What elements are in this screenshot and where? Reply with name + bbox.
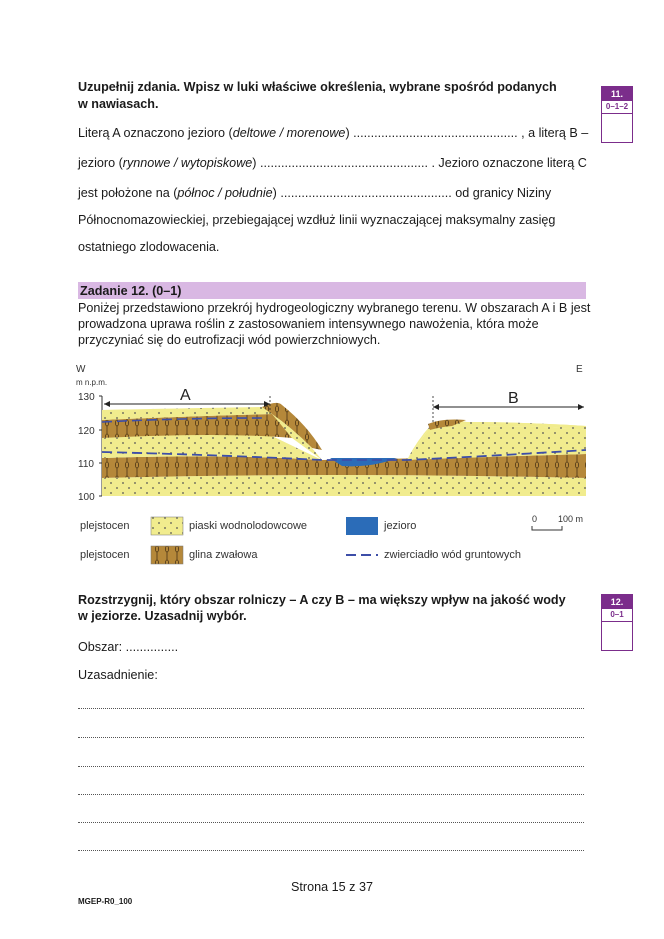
exam-code: MGEP-R0_100 [78, 897, 133, 906]
task11-sentence-line1 [78, 126, 588, 140]
task12-header: Zadanie 12. (0–1) [80, 284, 182, 298]
area-b-label: B [508, 390, 519, 407]
legend-lake-swatch [346, 517, 378, 535]
task12-question-line1: Rozstrzygnij, który obszar rolniczy – A czy B – ma większy wpływ na jakość wody [78, 593, 566, 607]
task11-sentence-line2 [78, 156, 587, 170]
scale-bar [532, 526, 562, 530]
legend-till-label: glina zwałowa [189, 549, 258, 561]
text[interactable]: ) ................................................. od granicy Niziny [272, 186, 552, 200]
legend-till-era: plejstocen [80, 549, 130, 561]
legend-sand-swatch [151, 517, 183, 535]
legend-lake-label: jezioro [384, 520, 417, 532]
score-points: 0–1–2 [602, 101, 632, 114]
area-answer-field[interactable]: Obszar: ............... [78, 640, 179, 654]
task11-instruction-line1: Uzupełnij zdania. Wpisz w luki właściwe określenia, wybrane spośród podanych [78, 80, 557, 94]
east-label: E [576, 364, 583, 375]
arrow-head [104, 401, 110, 407]
tick-label: 120 [78, 426, 95, 437]
answer-line[interactable] [78, 850, 584, 851]
task12-intro-line2: prowadzona uprawa roślin z zastosowaniem intensywnego nawożenia, która może [78, 317, 539, 331]
task11-sentence-line5: ostatniego zlodowacenia. [78, 240, 220, 254]
arrow-head [578, 404, 584, 410]
hydrogeological-cross-section [72, 360, 592, 570]
tick-label: 130 [78, 392, 95, 403]
answer-line[interactable] [78, 708, 584, 709]
scale-zero: 0 [532, 514, 538, 524]
option-text: północ / południe [177, 186, 273, 200]
score-points: 0–1 [602, 609, 632, 622]
answer-line[interactable] [78, 766, 584, 767]
text: jezioro ( [78, 156, 123, 170]
task12-intro-line3: przyczyniać się do eutrofizacji wód powierzchniowych. [78, 333, 381, 347]
score-box-12 [601, 594, 633, 651]
page-number: Strona 15 z 37 [291, 880, 373, 894]
unit-label: m n.p.m. [76, 378, 108, 387]
justification-label: Uzasadnienie: [78, 668, 158, 682]
task12-question-line2: w jeziorze. Uzasadnij wybór. [78, 609, 247, 623]
text[interactable]: ) ................................................ . Jezioro oznaczone literą C [252, 156, 587, 170]
tick-label: 100 [78, 492, 95, 503]
west-label: W [76, 364, 86, 375]
legend-groundwater-label: zwierciadło wód gruntowych [384, 549, 521, 561]
area-a-label: A [180, 387, 191, 404]
score-box-11 [601, 86, 633, 143]
tick-label: 110 [78, 459, 94, 470]
option-text: deltowe / morenowe [232, 126, 346, 140]
answer-line[interactable] [78, 794, 584, 795]
arrow-head [433, 404, 439, 410]
score-entry[interactable] [602, 622, 632, 650]
scale-hundred: 100 m [558, 514, 584, 524]
task12-header-bar [78, 282, 586, 299]
answer-line[interactable] [78, 822, 584, 823]
task11-instruction-line2: w nawiasach. [78, 97, 159, 111]
task12-intro-line1: Poniżej przedstawiono przekrój hydrogeologiczny wybranego terenu. W obszarach A i B jest [78, 301, 591, 315]
bottom-sand-layer [102, 475, 586, 496]
task11-sentence-line3 [78, 186, 551, 200]
legend-sand-era: plejstocen [80, 520, 130, 532]
text[interactable]: ) ............................................... , a literą B – [345, 126, 589, 140]
score-entry[interactable] [602, 114, 632, 142]
task11-sentence-line4: Północnomazowieckiej, przebiegającej wzdłuż linii wyznaczającej maksymalny zasięg [78, 213, 556, 227]
answer-line[interactable] [78, 737, 584, 738]
score-number: 11. [602, 87, 632, 101]
legend-till-swatch [151, 546, 183, 564]
legend-sand-label: piaski wodnolodowcowe [189, 520, 308, 532]
text: jest położone na ( [78, 186, 178, 200]
option-text: rynnowe / wytopiskowe [122, 156, 253, 170]
text: Literą A oznaczono jezioro ( [78, 126, 233, 140]
score-number: 12. [602, 595, 632, 609]
